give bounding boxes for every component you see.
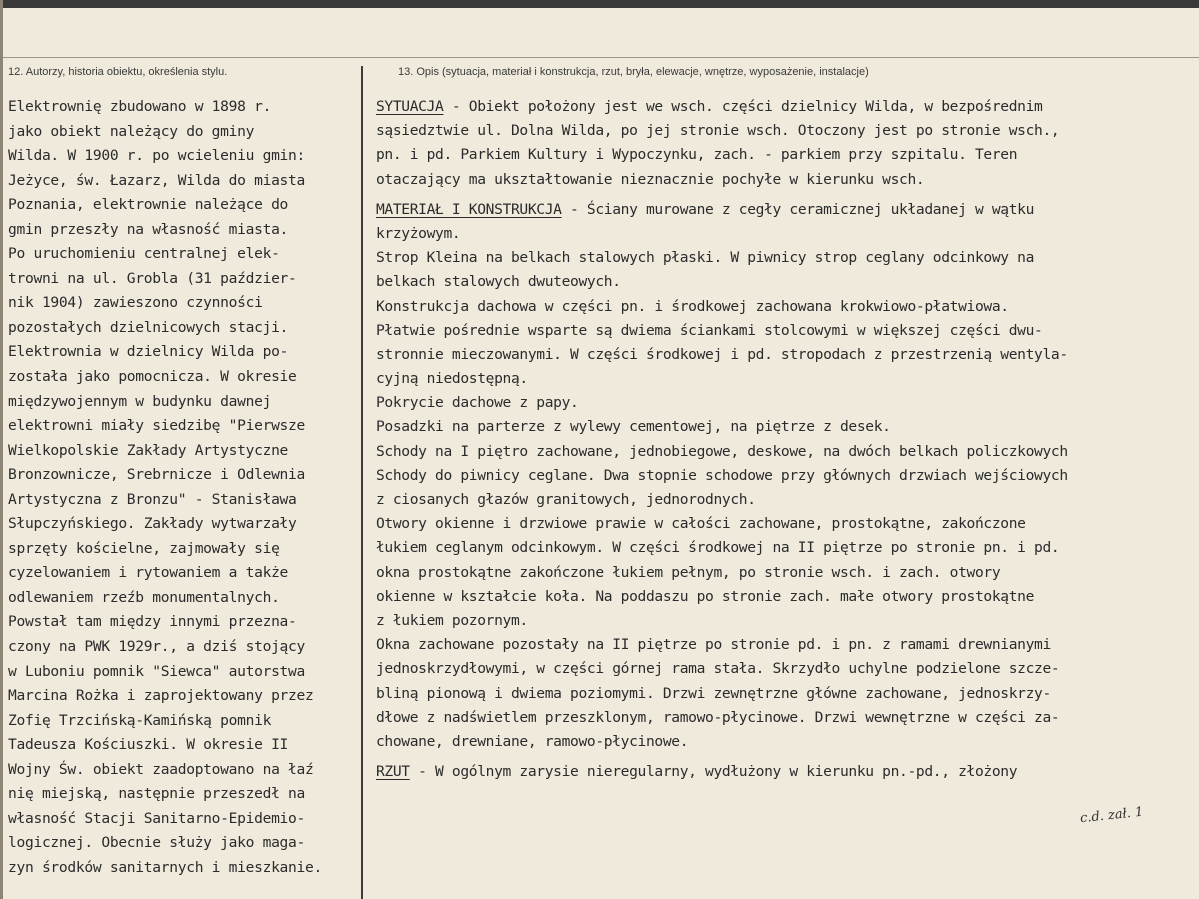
material-line: Posadzki na parterze z wylewy cementowej, na piętrze z desek. xyxy=(376,418,891,436)
history-line: została jako pomocnicza. W okresie xyxy=(8,368,297,386)
material-line: z łukiem pozornym. xyxy=(376,611,528,629)
history-line: w Luboniu pomnik "Siewca" autorstwa xyxy=(8,662,306,680)
history-line: Jeżyce, św. Łazarz, Wilda do miasta xyxy=(8,171,306,189)
scan-left-edge xyxy=(0,0,3,899)
material-line: okienne w kształcie koła. Na poddaszu po stronie zach. małe otwory prostokątne xyxy=(376,587,1035,605)
sytuacja-text: - Obiekt położony jest we wsch. części dzielnicy Wilda, w bezpośrednim xyxy=(443,98,1043,115)
material-line: Schody na I piętro zachowane, jednobiegowe, deskowe, na dwóch belkach policzkowych xyxy=(376,442,1068,460)
material-line: jednoskrzydłowymi, w części górnej rama stała. Skrzydło uchylne podzielone szcze- xyxy=(376,660,1060,678)
material-line: stronnie mieczowanymi. W części środkowej i pd. stropodach z przestrzenią wentyla- xyxy=(376,345,1068,363)
handwritten-annotation: c.d. zał. 1 xyxy=(1079,804,1144,827)
description-column xyxy=(376,95,1194,784)
material-line: Płatwie pośrednie wsparte są dwiema ściankami stolcowymi w większej części dwu- xyxy=(376,321,1043,339)
history-line: zyn środków sanitarnych i mieszkanie. xyxy=(8,858,322,876)
history-line: Zofię Trzcińską-Kamińską pomnik xyxy=(8,711,272,729)
material-text: - Ściany murowane z cegły ceramicznej układanej w wątku xyxy=(561,200,1035,218)
material-heading: MATERIAŁ I KONSTRUKCJA xyxy=(376,200,562,218)
history-line: odlewaniem rzeźb monumentalnych. xyxy=(8,588,280,606)
header-rule xyxy=(3,57,1199,58)
rzut-heading: RZUT xyxy=(376,763,410,781)
rzut-text: - W ogólnym zarysie nieregularny, wydłużony w kierunku pn.-pd., złożony xyxy=(409,763,1018,781)
material-line: Schody do piwnicy ceglane. Dwa stopnie schodowe przy głównych drzwiach wejściowych xyxy=(376,466,1068,484)
history-line: logicznej. Obecnie służy jako maga- xyxy=(8,834,306,852)
history-line: gmin przeszły na własność miasta. xyxy=(8,220,289,238)
history-line: Elektrownia w dzielnicy Wilda po- xyxy=(8,343,289,361)
rzut-line xyxy=(376,760,1194,784)
scan-top-border xyxy=(0,0,1199,8)
history-line: nik 1904) zawieszono czynności xyxy=(8,294,263,312)
history-line: Słupczyńskiego. Zakłady wytwarzały xyxy=(8,515,297,533)
material-line: belkach stalowych dwuteowych. xyxy=(376,273,621,291)
material-line: z ciosanych głazów granitowych, jednorodnych. xyxy=(376,491,756,508)
history-line: Wilda. W 1900 r. po wcieleniu gmin: xyxy=(8,147,306,165)
history-line: sprzęty kościelne, zajmowały się xyxy=(8,539,280,557)
material-line: chowane, drewniane, ramowo-płycinowe. xyxy=(376,732,689,750)
history-line: Po uruchomieniu centralnej elek- xyxy=(8,245,280,263)
history-column xyxy=(8,95,363,881)
sytuacja-line: otaczający ma ukształtowanie nieznacznie pochyłe w kierunku wsch. xyxy=(376,170,925,188)
material-line: okna prostokątne zakończone łukiem pełnym, po stronie wsch. i zach. otwory xyxy=(376,563,1001,581)
history-line: własność Stacji Sanitarno-Epidemio- xyxy=(8,809,306,827)
history-line: Wielkopolskie Zakłady Artystyczne xyxy=(8,441,289,459)
history-line: Wojny Św. obiekt zaadoptowano na łaź xyxy=(8,760,314,778)
material-line: Otwory okienne i drzwiowe prawie w całości zachowane, prostokątne, zakończone xyxy=(376,515,1026,533)
material-line xyxy=(376,198,1194,222)
history-line: jako obiekt należący do gminy xyxy=(8,122,255,140)
material-line: krzyżowym. xyxy=(376,224,461,242)
history-line: elektrowni miały siedzibę "Pierwsze xyxy=(8,417,306,435)
sytuacja-line: pn. i pd. Parkiem Kultury i Wypoczynku, zach. - parkiem przy szpitalu. Teren xyxy=(376,146,1018,164)
history-line: czony na PWK 1929r., a dziś stojący xyxy=(8,638,306,656)
sytuacja-line xyxy=(376,95,1194,119)
material-line: bliną pionową i dwiema poziomymi. Drzwi zewnętrzne główne zachowane, jednoskrzy- xyxy=(376,684,1051,702)
section-13-header: 13. Opis (sytuacja, materiał i konstrukcja, rzut, bryła, elewacje, wnętrze, wyposażenie, instalacje) xyxy=(398,66,869,78)
history-line: Tadeusza Kościuszki. W okresie II xyxy=(8,736,289,754)
history-line: Poznania, elektrownie należące do xyxy=(8,196,289,214)
history-line: Marcina Rożka i zaprojektowany przez xyxy=(8,687,314,705)
history-line: Powstał tam między innymi przezna- xyxy=(8,613,297,631)
section-12-header: 12. Autorzy, historia obiektu, określenia stylu. xyxy=(8,66,228,78)
history-line: międzywojennym w budynku dawnej xyxy=(8,392,272,410)
history-line: pozostałych dzielnicowych stacji. xyxy=(8,318,289,336)
history-line: Artystyczna z Bronzu" - Stanisława xyxy=(8,490,297,508)
history-line: nię miejską, następnie przeszedł na xyxy=(8,785,306,803)
material-line: Konstrukcja dachowa w części pn. i środkowej zachowana krokwiowo-płatwiowa. xyxy=(376,297,1009,315)
material-line: dłowe z nadświetlem przeszklonym, ramowo-płycinowe. Drzwi wewnętrzne w części za- xyxy=(376,708,1060,726)
history-line: trowni na ul. Grobla (31 paździer- xyxy=(8,269,297,287)
material-line: cyjną niedostępną. xyxy=(376,370,528,388)
material-line: Pokrycie dachowe z papy. xyxy=(376,394,579,412)
sytuacja-heading: SYTUACJA xyxy=(376,98,444,115)
material-line: Okna zachowane pozostały na II piętrze po stronie pd. i pn. z ramami drewnianymi xyxy=(376,636,1051,654)
history-line: Elektrownię zbudowano w 1898 r. xyxy=(8,98,272,115)
history-line: Bronzownicze, Srebrnicze i Odlewnia xyxy=(8,466,306,484)
material-line: łukiem ceglanym odcinkowym. W części środkowej na II piętrze po stronie pn. i pd. xyxy=(376,539,1060,557)
sytuacja-line: sąsiedztwie ul. Dolna Wilda, po jej stronie wsch. Otoczony jest po stronie wsch., xyxy=(376,122,1060,140)
history-line: cyzelowaniem i rytowaniem a także xyxy=(8,564,289,582)
material-line: Strop Kleina na belkach stalowych płaski. W piwnicy strop ceglany odcinkowy na xyxy=(376,249,1035,267)
